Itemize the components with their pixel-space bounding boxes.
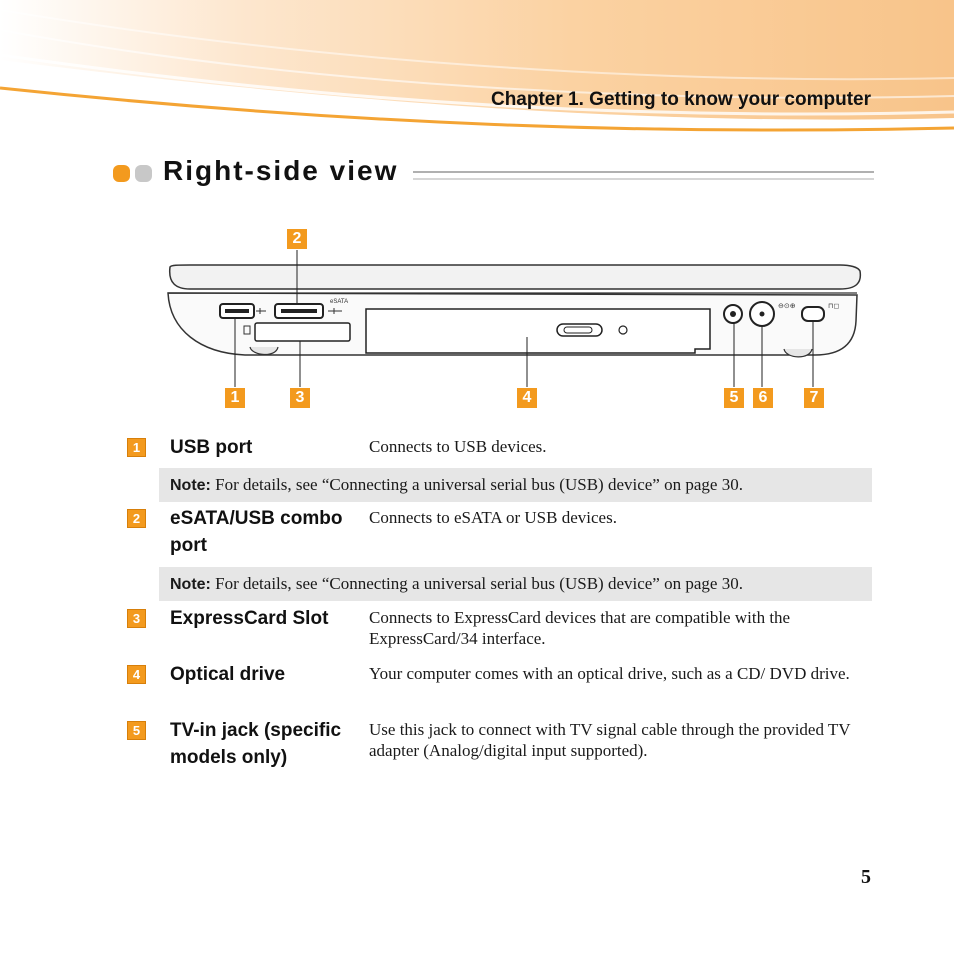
note-label: Note: [170, 576, 211, 593]
page-number: 5 [861, 866, 871, 888]
item-number: 4 [127, 665, 146, 684]
item-number: 1 [127, 438, 146, 457]
note-box [159, 468, 872, 502]
item-number: 2 [127, 509, 146, 528]
svg-text:⊓◻: ⊓◻ [828, 303, 840, 310]
callout-2: 2 [287, 229, 307, 249]
callout-7: 7 [804, 388, 824, 408]
callout-1: 1 [225, 388, 245, 408]
callout-4: 4 [517, 388, 537, 408]
item-description: Use this jack to connect with TV signal cable through the provided TV adapter (Analog/digital input supported). [369, 720, 851, 760]
svg-text:eSATA: eSATA [330, 299, 349, 305]
callout-6: 6 [753, 388, 773, 408]
title-bullet-icon [113, 165, 130, 182]
title-rule [413, 171, 874, 180]
item-description: Your computer comes with an optical drive, such as a CD/ DVD drive. [369, 664, 850, 683]
item-term: eSATA/USB combo port [170, 508, 343, 556]
item-term: TV-in jack (specific models only) [170, 720, 342, 768]
callout-3: 3 [290, 388, 310, 408]
svg-text:⊖⊙⊕: ⊖⊙⊕ [778, 303, 796, 310]
laptop-right-side-figure [150, 225, 870, 420]
item-term: USB port [170, 437, 253, 458]
callout-5: 5 [724, 388, 744, 408]
chapter-heading: Chapter 1. Getting to know your computer [490, 89, 871, 110]
item-description: Connects to USB devices. [369, 437, 547, 456]
item-number: 5 [127, 721, 146, 740]
header-band [0, 0, 954, 140]
section-title-row [113, 152, 873, 192]
item-term: Optical drive [170, 664, 286, 685]
item-term: ExpressCard Slot [170, 608, 329, 629]
note-text: For details, see “Connecting a universal serial bus (USB) device” on page 30. [210, 574, 743, 593]
note-label: Note: [170, 477, 211, 494]
item-description: Connects to ExpressCard devices that are compatible with the ExpressCard/34 interface. [369, 608, 791, 648]
title-bullet-icon [135, 165, 152, 182]
note-text: For details, see “Connecting a universal serial bus (USB) device” on page 30. [210, 475, 743, 494]
section-title: Right-side view [163, 155, 399, 186]
item-number: 3 [127, 609, 146, 628]
note-box [159, 567, 872, 601]
item-description: Connects to eSATA or USB devices. [369, 508, 617, 527]
